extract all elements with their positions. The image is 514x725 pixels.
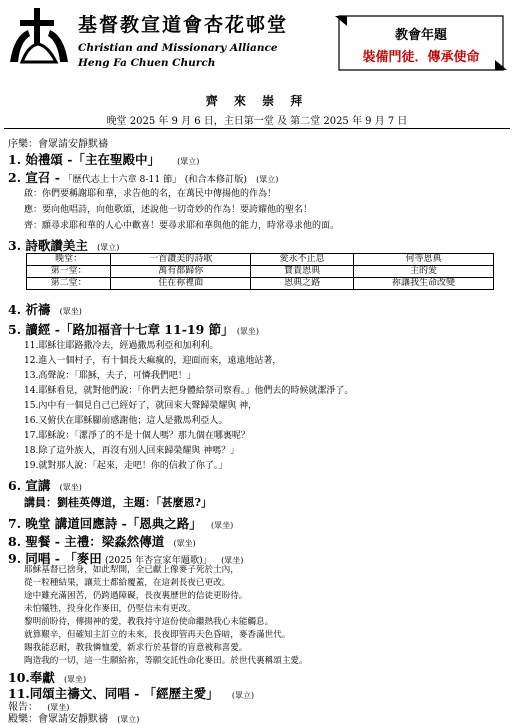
table-cell: 愛永不止息 bbox=[251, 254, 354, 266]
verse-line: 18.除了這外族人，再沒有別人回來歸榮耀與 神嗎？」 bbox=[24, 446, 240, 456]
stand-tag: (眾立) bbox=[231, 691, 255, 700]
church-logo bbox=[4, 6, 74, 66]
verse-line: 19.就對那人說：「起來，走吧！你的信救了你了。」 bbox=[24, 461, 228, 471]
sit-tag: (眾坐) bbox=[63, 675, 87, 684]
theme-title: 教會年題 bbox=[394, 28, 447, 43]
church-name-chinese: 基督教宣道會杏花邨堂 bbox=[78, 14, 289, 36]
lyric-line: 從一粒種結果，讓荒土都給覆蓋，在這剎長夜已更改。 bbox=[24, 578, 231, 588]
service-title: 齊 來 崇 拜 bbox=[205, 94, 309, 108]
invocation bbox=[8, 168, 278, 186]
response-song bbox=[8, 514, 233, 532]
stand-tag: (眾立) bbox=[256, 175, 279, 184]
postlude-label: 殿樂：會眾請安靜默禱 bbox=[8, 714, 108, 725]
offering-title: 10.奉獻 bbox=[8, 670, 55, 685]
verse-line: 17.耶穌說：「潔淨了的不是十個人嗎？那九個在哪裏呢？ bbox=[24, 431, 250, 441]
verse-line: 12.進入一個村子，有十個長大痲瘋的，迎面而來，遠遠地站著， bbox=[24, 356, 282, 366]
sit-tag: (眾坐) bbox=[173, 539, 196, 548]
table-cell: 萬有都歸你 bbox=[111, 266, 251, 278]
table-cell: 恩典之路 bbox=[251, 278, 354, 290]
hymns-heading bbox=[8, 236, 119, 254]
response-song-title: 7. 晚堂 講道回應詩 -「恩典之路」 bbox=[8, 516, 202, 531]
table-row bbox=[27, 278, 494, 290]
stand-tag: (眾立) bbox=[117, 715, 140, 724]
stand-tag: (眾立) bbox=[97, 243, 120, 252]
sit-tag: (眾坐) bbox=[221, 556, 244, 565]
verse-line: 16.又俯伏在耶穌腳前感謝他；這人是撒馬利亞人。 bbox=[24, 416, 228, 426]
sermon-speaker: 講員：劉桂英傳道，主題：「甚麼恩?」 bbox=[24, 496, 212, 509]
lyric-line: 陶造我的一切，這一生願給祢，等願交託性命化麥田。於世代裏稱頌主愛。 bbox=[24, 656, 308, 666]
table-cell: 住在祢裡面 bbox=[111, 278, 251, 290]
table-row bbox=[27, 254, 494, 266]
annual-theme-banner bbox=[333, 12, 509, 74]
hymn-table bbox=[26, 253, 494, 290]
lyric-line: 耶穌基督已捨身，如此犁開，全已獻上像麥子死於土內， bbox=[24, 565, 239, 575]
responsive-line: 啟：你們要稱謝耶和華，求告他的名，在萬民中傳揚他的作為！ bbox=[24, 189, 277, 199]
table-cell: 一首讚美的詩歌 bbox=[111, 254, 251, 266]
lyric-line: 賜我能忍耐，教我憐恤愛，新求行於基督的盲意被称喜愛。 bbox=[24, 643, 248, 653]
responsive-line: 應：要向他唱詩，向他歌頌，述說他一切奇妙的作為！要誇耀他的聖名！ bbox=[24, 205, 313, 215]
table-cell: 寶貴恩典 bbox=[251, 266, 354, 278]
scripture-title: 5. 讀經 -「路加福音十七章 11-19 節」 bbox=[8, 322, 234, 337]
lyric-line: 就算艱辛，但確知主訂立的未來，長夜即管再天色昏暗，麥香滿世代。 bbox=[24, 630, 291, 640]
communion-title: 8. 聖餐 - 主禮：梁淼然傳道 bbox=[8, 534, 165, 549]
invocation-ref: 「歷代志上十六章 8-11 節」 bbox=[63, 174, 182, 185]
call-title: 1. 始禮頌 -「主在聖殿中」 bbox=[8, 152, 160, 167]
invocation-version: (和合本修訂版) bbox=[184, 174, 247, 185]
sit-tag: (眾坐) bbox=[59, 307, 82, 316]
church-name-english-line1: Christian and Missionary Alliance bbox=[78, 42, 278, 54]
prayer bbox=[8, 300, 82, 318]
verse-line: 14.耶穌看見，就對他們說：「你們去把身體給祭司察看。」他們去的時候就潔淨了。 bbox=[24, 386, 354, 396]
sit-tag: (眾坐) bbox=[236, 327, 260, 336]
theme-text: 裝備門徒．傳承使命 bbox=[362, 50, 480, 65]
sit-tag: (眾坐) bbox=[47, 703, 70, 712]
scripture-reading bbox=[8, 320, 259, 338]
prayer-title: 4. 祈禱 bbox=[8, 302, 51, 317]
verse-line: 15.內中有一個見自己已經好了，就回來大聲歸榮耀與 神， bbox=[24, 401, 258, 411]
verse-line: 13.高聲說：「耶穌，夫子，可憐我們吧！」 bbox=[24, 371, 196, 381]
stand-tag: (眾立) bbox=[177, 157, 200, 166]
lyric-line: 未怕犧牲，投身化作麥田，仍堅信未有更改。 bbox=[24, 604, 196, 614]
table-row bbox=[27, 266, 494, 278]
communion bbox=[8, 532, 196, 550]
church-name-english-line2: Heng Fa Chuen Church bbox=[78, 57, 216, 69]
table-cell: 第二堂： bbox=[27, 278, 111, 290]
sit-tag: (眾坐) bbox=[210, 521, 234, 530]
table-cell: 晚堂： bbox=[27, 254, 111, 266]
sermon bbox=[8, 476, 82, 494]
verse-line: 11.耶穌往耶路撒冷去，經過撒馬利亞和加利利。 bbox=[24, 341, 219, 351]
lyric-line: 途中雖充滿困苦，仍跨過障礙，長夜裏歷世的信徒更盼待。 bbox=[24, 591, 248, 601]
announcements-label: 報告： bbox=[8, 702, 38, 713]
table-cell: 第一堂： bbox=[27, 266, 111, 278]
table-cell: 何等恩典 bbox=[354, 254, 494, 266]
sermon-title: 6. 宣講 bbox=[8, 478, 51, 493]
prelude-line: 序樂：會眾請安靜默禱 bbox=[8, 139, 108, 150]
lyric-line: 黎明前盼待，傳揚神的愛，教我持守這份使命繼熱我心未能觸息。 bbox=[24, 617, 274, 627]
table-cell: 主的愛 bbox=[354, 266, 494, 278]
hymns-title: 3. 詩歌讚美主 bbox=[8, 238, 88, 253]
unison-title: 9. 同唱 - 「麥田 bbox=[8, 551, 102, 566]
call-to-worship bbox=[8, 150, 199, 168]
responsive-line: 齊：願尋求耶和華的人心中歡喜！要尋求耶和華與他的能力，時常尋求他的面。 bbox=[24, 221, 340, 231]
unison-note: (2025 年杏宣家年題歌)」 bbox=[104, 555, 212, 566]
invocation-title: 2. 宣召 - bbox=[8, 170, 60, 185]
table-cell: 祢讓我生命改變 bbox=[354, 278, 494, 290]
divider bbox=[4, 128, 510, 129]
closing-title: 11.同頌主禱文、同唱 - 「經歷主愛」 bbox=[8, 686, 219, 701]
sit-tag: (眾坐) bbox=[59, 483, 82, 492]
service-date-line: 晚堂 2025 年 9 月 6 日，主日第一堂 及 第二堂 2025 年 9 月 7 日 bbox=[106, 116, 408, 127]
